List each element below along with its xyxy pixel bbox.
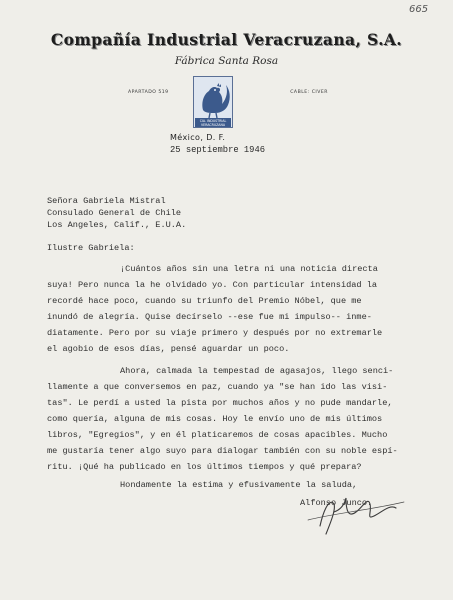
recipient-line-1: Señora Gabriela Mistral (47, 196, 166, 206)
body-line: Ahora, calmada la tempestad de agasajos, llego senci- (120, 366, 394, 376)
letterhead (0, 30, 453, 67)
body-line: me gustaría tener algo suyo para dialogar también con su noble espí- (47, 446, 398, 456)
body-line: diatamente. Pero por su viaje primero y después por no extremarle (47, 328, 383, 338)
body-line: libros, "Egregios", y en él platicaremos de cosas apacibles. Mucho (47, 430, 388, 440)
letter-date: 25 septiembre 1946 (170, 145, 266, 155)
body-line: ¡Cuántos años sin una letra ni una noticia directa (120, 264, 378, 274)
recipient-line-3: Los Angeles, Calif., E.U.A. (47, 220, 187, 230)
body-line: suya! Pero nunca la he olvidado yo. Con particular intensidad la (47, 280, 378, 290)
factory-name: Fábrica Santa Rosa (174, 55, 279, 67)
body-line: tas". Le perdí a usted la pista por muchos años y no pude mandarle, (47, 398, 393, 408)
letterhead-address-row (128, 76, 328, 132)
handwritten-signature (300, 490, 410, 540)
logo-caption-2: VERACRUZANA (200, 122, 226, 127)
company-name: Compañía Industrial Veracruzana, S.A. (50, 30, 403, 49)
body-line: recordé hace poco, cuando su triunfo del Premio Nóbel, que me (47, 296, 362, 306)
letter-place: México, D. F. (170, 133, 226, 142)
body-line: ritu. ¡Qué ha publicado en los últimos tiempos y qué prepara? (47, 462, 362, 472)
recipient-line-2: Consulado General de Chile (47, 208, 182, 218)
body-line: inundó de alegría. Quise decírselo --ese fue mi impulso-- inme- (47, 312, 372, 322)
body-line: como quería, alguna de mis cosas. Hoy le envío uno de mis últimos (47, 414, 383, 424)
cable-address: CABLE: CIVER (290, 90, 328, 95)
salutation: Ilustre Gabriela: (47, 243, 135, 253)
body-line: el agobio de esos días, pensé aguardar un poco. (47, 344, 290, 354)
signer-name: Alfonso Junco. (300, 498, 373, 508)
body-line: llamente a que conversemos en paz, cuando ya "se han ido las visi- (47, 382, 388, 392)
closing-line: Hondamente la estima y efusivamente la saluda, (120, 480, 358, 490)
archive-number: 665 (409, 4, 429, 15)
po-box: APARTADO 519 (128, 90, 169, 95)
rooster-logo-icon (193, 76, 233, 128)
logo-caption-1: CIA. INDUSTRIAL (199, 119, 227, 124)
